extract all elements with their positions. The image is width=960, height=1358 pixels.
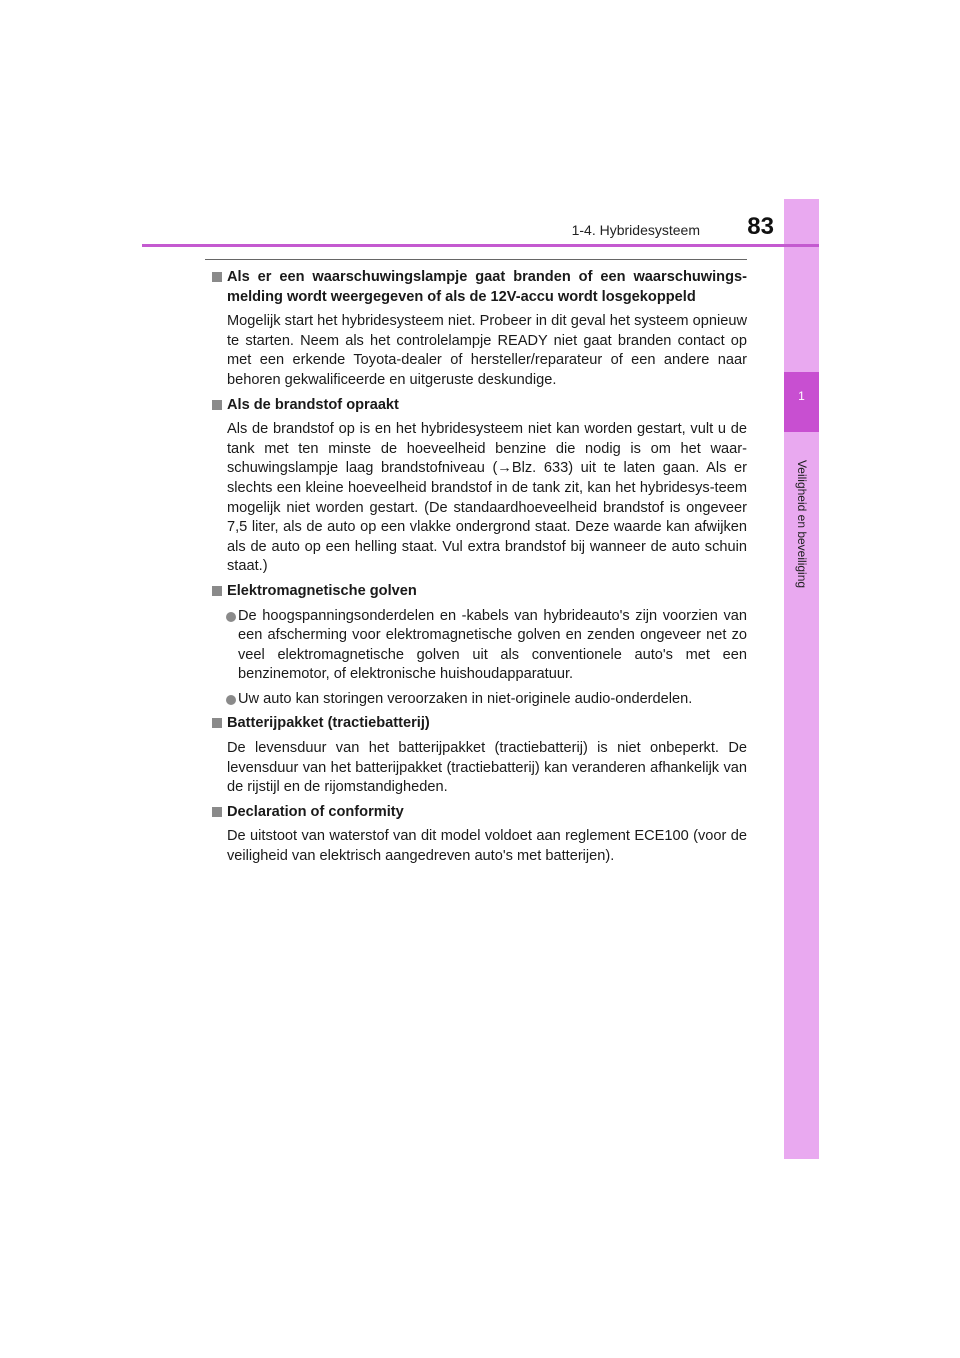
- square-bullet-icon: [212, 586, 222, 596]
- heading-text: Als de brandstof opraakt: [227, 396, 399, 413]
- chapter-number: 1: [798, 389, 805, 403]
- section-heading: [211, 268, 747, 307]
- list-item-text: Uw auto kan storingen veroorzaken in niet-originele audio-onderdelen.: [238, 690, 693, 707]
- heading-text: Als er een waarschuwingslampje gaat branden of een waarschuwings-melding wordt weergegeven of als de 12V-accu wordt losgekoppeld: [227, 269, 747, 305]
- heading-text: Batterijpakket (tractiebatterij): [227, 715, 430, 732]
- round-bullet-icon: [226, 612, 236, 622]
- section-body: De levensduur van het batterijpakket (tractiebatterij) is niet onbeperkt. De levensduur van het batterijpakket (tractiebatterij) kan veranderen afhankelijk van de rijstijl en de rijomstandigheden.: [227, 740, 747, 796]
- square-bullet-icon: [212, 718, 222, 728]
- section-title: 1-4. Hybridesysteem: [571, 222, 700, 238]
- section-heading: [211, 582, 747, 602]
- list-item-text: De hoogspanningsonderdelen en -kabels van hybrideauto's zijn voorzien van een afscherming voor elektromagnetische golven en zenden ongeveer net zo veel elektromagnetische golven uit als conventionele auto's met een benzinemotor, of elektronische huishoudapparatuur.: [238, 607, 747, 683]
- content-divider: [205, 259, 747, 260]
- chapter-title: Veiligheid en beveiliging: [795, 459, 809, 589]
- heading-text: Elektromagnetische golven: [227, 582, 417, 599]
- square-bullet-icon: [212, 807, 222, 817]
- page-content: [211, 268, 747, 872]
- square-bullet-icon: [212, 272, 222, 282]
- list-item: [211, 607, 747, 685]
- side-tab: [784, 199, 819, 1159]
- section-body: Mogelijk start het hybridesysteem niet. Probeer in dit geval het systeem opnieuw te starten. Neem als het controlelampje READY niet gaat branden contact op met een erkende Toyota-dealer of hersteller/reparateur of een andere naar behoren gekwalificeerde en uitgeruste deskundige.: [227, 313, 747, 388]
- round-bullet-icon: [226, 695, 236, 705]
- section-heading: [211, 803, 747, 823]
- heading-text: Declaration of conformity: [227, 803, 404, 820]
- section-heading: [211, 396, 747, 416]
- section-heading: [211, 714, 747, 734]
- header-divider: [142, 244, 819, 247]
- list-item: [211, 690, 747, 710]
- square-bullet-icon: [212, 400, 222, 410]
- section-body: De uitstoot van waterstof van dit model voldoet aan reglement ECE100 (voor de veiligheid van elektrisch aangedreven auto's met batterijen).: [227, 828, 747, 865]
- section-body: Als de brandstof op is en het hybridesysteem niet kan worden gestart, vult u de tank met ten minste de hoeveelheid benzine die nodig is om het waar-schuwingslampje laag brandstofniveau (→Blz. 633) uit te laten gaan. Als er slechts een kleine hoeveelheid brandstof in de tank zit, kan het hybridesys-teem mogelijk niet worden gestart. (De standaardhoeveelheid brandstof is ongeveer 7,5 liter, als de auto op een vlakke ondergrond staat. Deze waarde kan afwijken als de auto op een helling staat. Vul extra brandstof bij wanneer de auto schuin staat.): [227, 421, 747, 575]
- page-number: 83: [747, 213, 774, 240]
